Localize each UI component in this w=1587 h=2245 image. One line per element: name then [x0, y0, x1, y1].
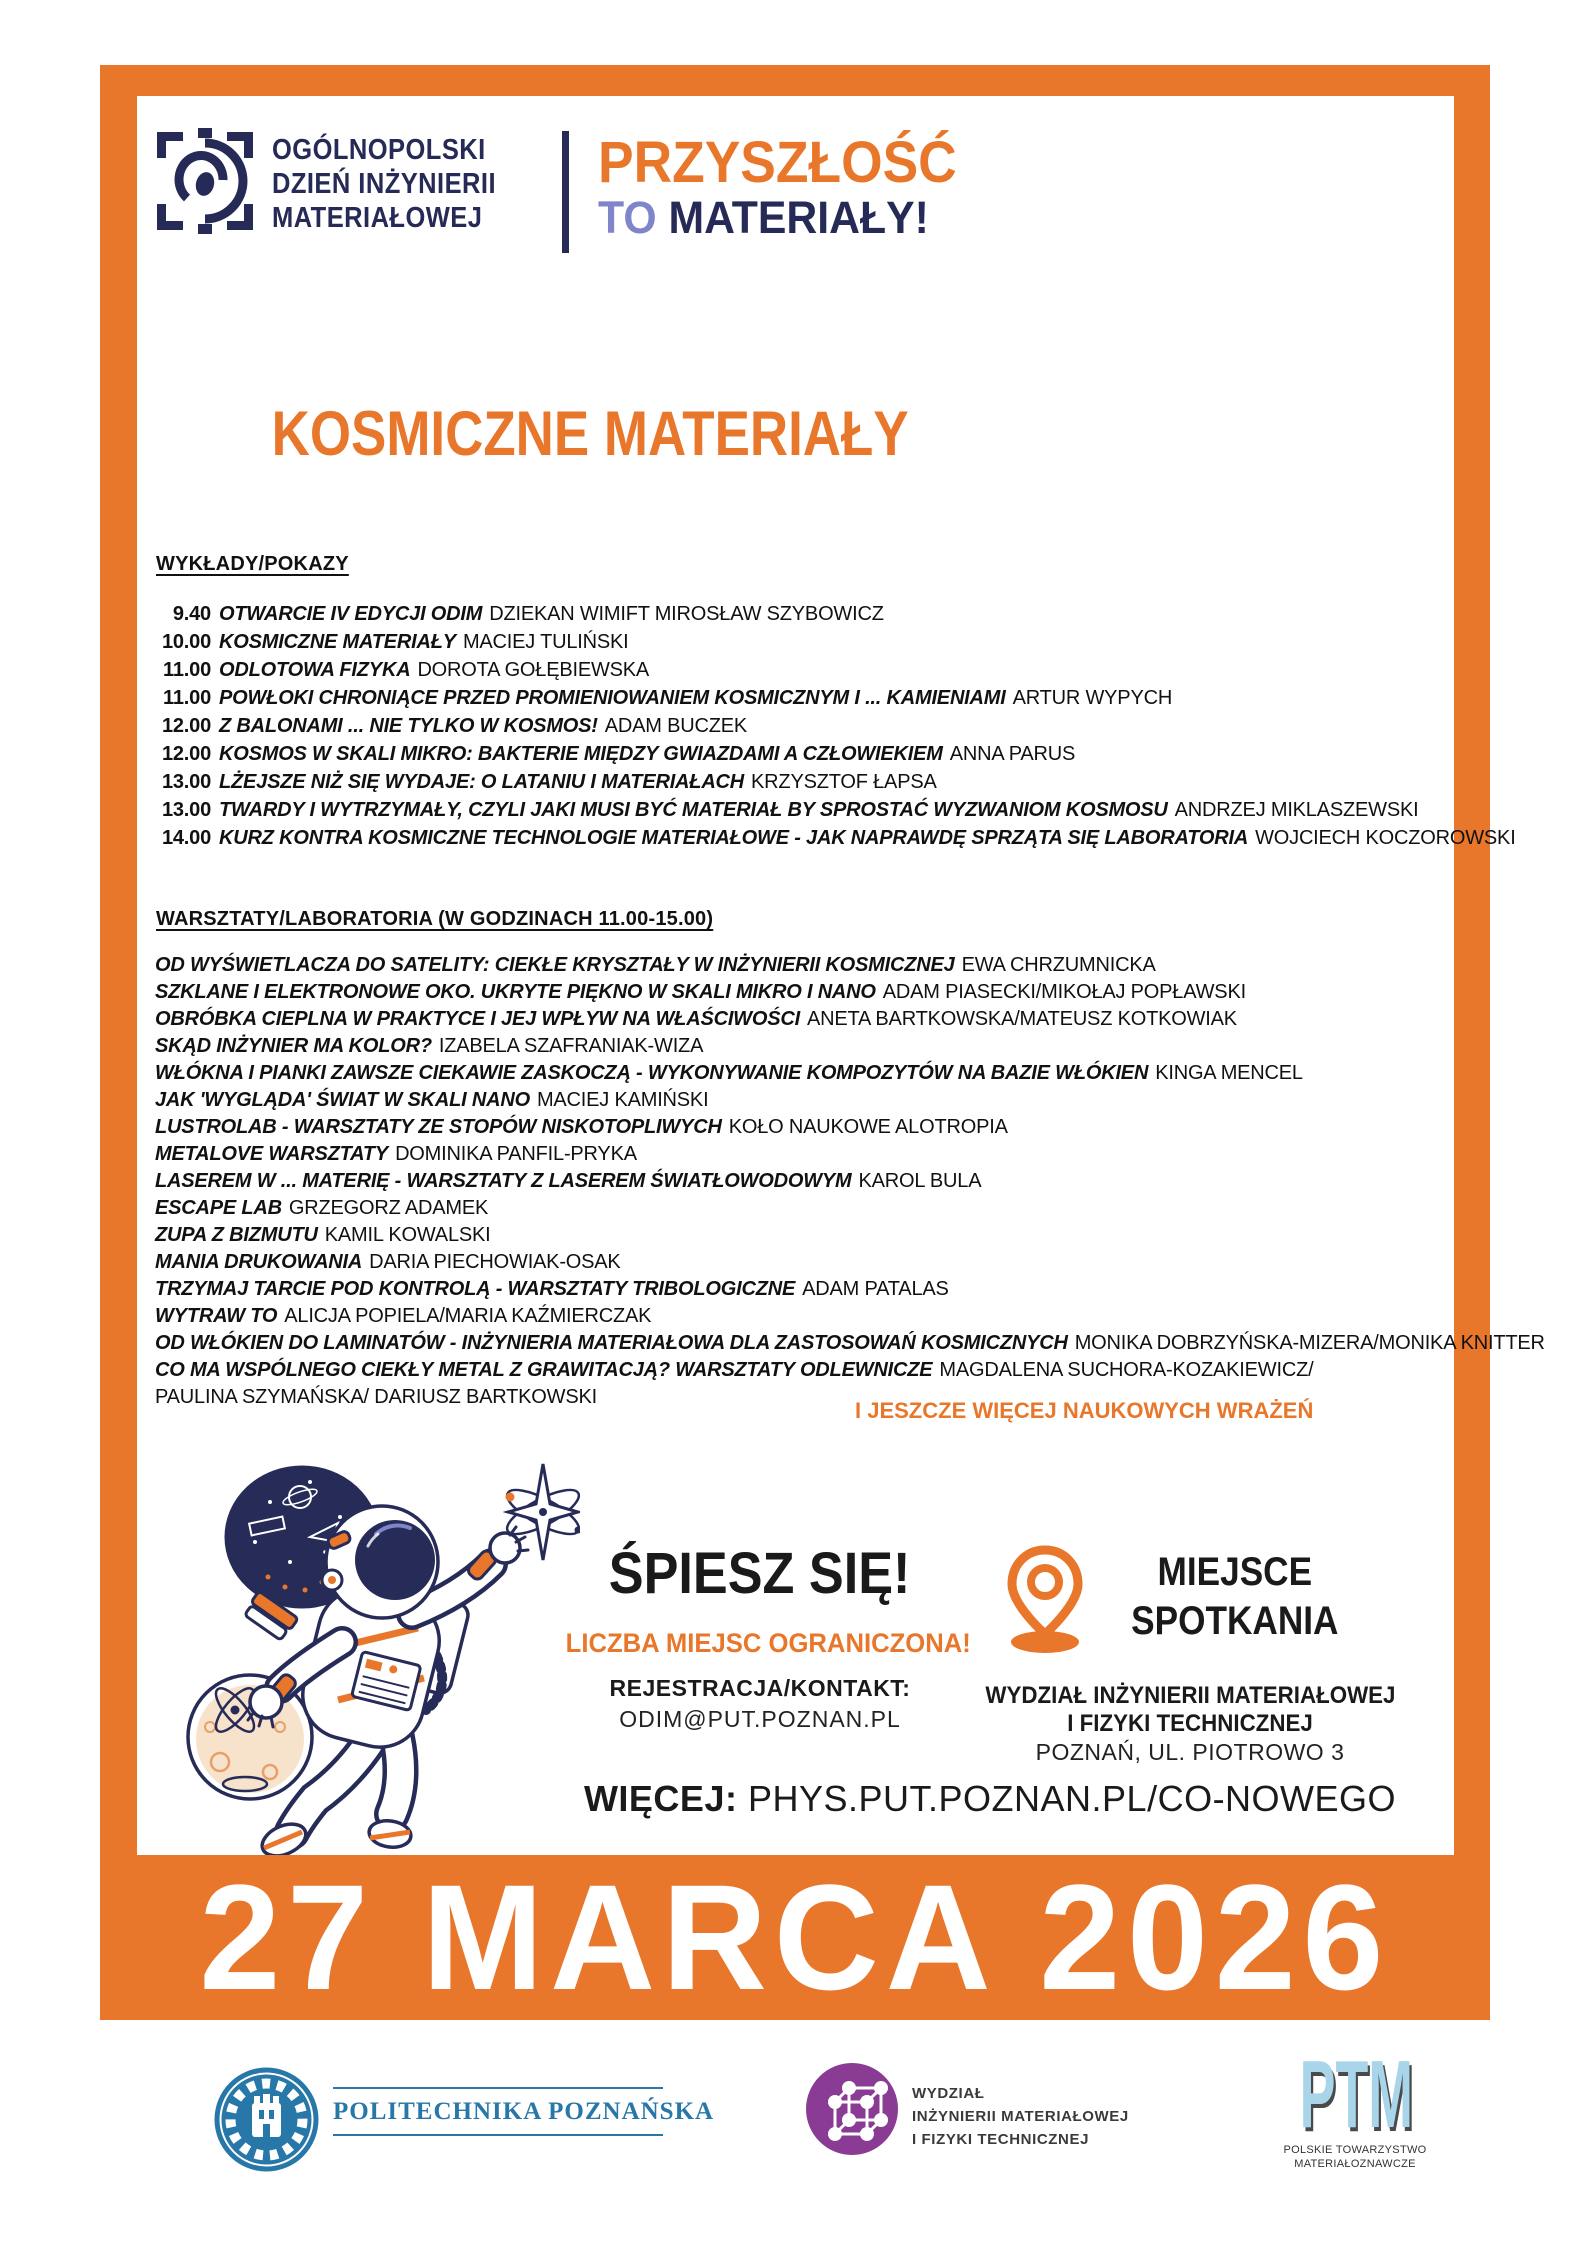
event-title: WYTRAW TO	[155, 1305, 278, 1327]
event-title: WŁÓKNA I PIANKI ZAWSZE CIEKAWIE ZASKOCZĄ - WYKONYWANIE KOMPOZYTÓW NA BAZIE WŁÓKIEN	[155, 1062, 1149, 1084]
time-label: 12.00	[161, 743, 211, 765]
event-speakers: MACIEJ KAMIŃSKI	[536, 1089, 709, 1111]
event-speakers: ADAM PIASECKI/MIKOŁAJ POPŁAWSKI	[882, 981, 1246, 1003]
time-label: 11.00	[163, 659, 211, 681]
event-speakers: KRZYSZTOF ŁAPSA	[751, 771, 937, 793]
time-label: 9.40	[172, 603, 211, 625]
event-speakers: DZIEKAN WIMIFT MIROSŁAW SZYBOWICZ	[489, 603, 884, 625]
event-title: TRZYMAJ TARCIE POD KONTROLĄ - WARSZTATY TRIBOLOGICZNE	[155, 1278, 796, 1300]
event-speakers: MONIKA DOBRZYŃSKA-MIZERA/MONIKA KNITTER	[1074, 1332, 1545, 1354]
time-label: 10.00	[161, 631, 211, 653]
time-label: 14.00	[161, 827, 211, 849]
event-speakers: GRZEGORZ ADAMEK	[288, 1197, 489, 1219]
workshop-row	[155, 952, 1465, 979]
venue-name-line1: WYDZIAŁ INŻYNIERII MATERIAŁOWEJ	[985, 1682, 1396, 1709]
event-title: SZKLANE I ELEKTRONOWE OKO. UKRYTE PIĘKNO W SKALI MIKRO I NANO	[155, 981, 876, 1003]
workshop-row	[155, 1249, 1465, 1276]
faculty-name	[912, 2082, 1129, 2151]
faculty-name-line3: I FIZYKI TECHNICZNEJ	[912, 2131, 1090, 2148]
visor	[355, 1520, 435, 1600]
workshop-row	[155, 1033, 1465, 1060]
event-speakers: ADAM PATALAS	[802, 1278, 949, 1300]
time-label: 12.00	[161, 715, 211, 737]
workshop-row	[155, 1330, 1545, 1357]
lecture-row	[155, 628, 1455, 656]
event-speakers: PAULINA SZYMAŃSKA/ DARIUSZ BARTKOWSKI	[155, 1386, 597, 1408]
event-speakers: KINGA MENCEL	[1155, 1062, 1303, 1084]
event-title: TWARDY I WYTRZYMAŁY, CZYLI JAKI MUSI BYĆ MATERIAŁ BY SPROSTAĆ WYZWANIOM KOSMOSU	[219, 799, 1168, 821]
hurry-headline: ŚPIESZ SIĘ!	[609, 1541, 911, 1606]
event-speakers: ALICJA POPIELA/MARIA KAŹMIERCZAK	[284, 1305, 652, 1327]
lecture-row	[155, 712, 1455, 740]
venue-details	[970, 1682, 1410, 1766]
workshop-row	[155, 979, 1465, 1006]
event-title: METALOVE WARSZTATY	[155, 1143, 389, 1165]
time-label: 13.00	[161, 771, 211, 793]
date-banner	[100, 1855, 1490, 2020]
lecture-row	[155, 740, 1455, 768]
lecture-row	[155, 824, 1516, 852]
event-speakers: KAMIL KOWALSKI	[324, 1224, 491, 1246]
registration-label: REJESTRACJA/KONTAKT:	[609, 1675, 911, 1701]
event-speakers: EWA CHRZUMNICKA	[961, 954, 1156, 976]
lecture-row	[155, 684, 1455, 712]
event-name	[272, 133, 527, 235]
faculty-name-line1: WYDZIAŁ	[912, 2085, 985, 2102]
event-title: LŻEJSZE NIŻ SIĘ WYDAJE: O LATANIU I MATERIAŁACH	[219, 771, 745, 793]
event-title: ODLOTOWA FIZYKA	[219, 659, 411, 681]
workshops-list	[155, 952, 1545, 1411]
ptm-full-name: POLSKIE TOWARZYSTWO MATERIAŁOZNAWCZE	[1283, 2144, 1427, 2170]
event-title: OBRÓBKA CIEPLNA W PRAKTYCE I JEJ WPŁYW NA WŁAŚCIWOŚCI	[155, 1008, 800, 1030]
put-crest-icon	[213, 2066, 320, 2173]
date-banner-text: 27 MARCA 2026	[199, 1853, 1391, 2021]
event-speakers: DOMINIKA PANFIL-PRYKA	[395, 1143, 637, 1165]
event-speakers: KAROL BULA	[858, 1170, 982, 1192]
put-name: POLITECHNIKA POZNAŃSKA	[333, 2087, 663, 2136]
event-speakers: ANETA BARTKOWSKA/MATEUSZ KOTKOWIAK	[806, 1008, 1237, 1030]
event-title: OTWARCIE IV EDYCJI ODIM	[219, 603, 483, 625]
more-info-line	[430, 1778, 1550, 1820]
event-speakers: ADAM BUCZEK	[604, 715, 748, 737]
event-speakers: WOJCIECH KOCZOROWSKI	[1255, 827, 1516, 849]
event-title: LASEREM W ... MATERIĘ - WARSZTATY Z LASEREM ŚWIATŁOWODOWYM	[155, 1170, 852, 1192]
event-speakers: KOŁO NAUKOWE ALOTROPIA	[728, 1116, 1008, 1138]
event-title: KURZ KONTRA KOSMICZNE TECHNOLOGIE MATERIAŁOWE - JAK NAPRAWDĘ SPRZĄTA SIĘ LABORATORIA	[219, 827, 1249, 849]
workshop-row	[155, 1087, 1465, 1114]
slogan-line1: PRZYSZŁOŚĆ	[598, 130, 957, 195]
ptm-logo	[1255, 2041, 1455, 2171]
workshop-row	[155, 1141, 1465, 1168]
lecture-row	[155, 600, 1455, 628]
lecture-row	[155, 656, 1455, 684]
lectures-list	[155, 600, 1516, 852]
workshop-row	[155, 1303, 1465, 1330]
event-title: ESCAPE LAB	[155, 1197, 282, 1219]
event-speakers: ANNA PARUS	[949, 743, 1076, 765]
workshop-row	[155, 1114, 1465, 1141]
workshop-row	[155, 1195, 1465, 1222]
faculty-name-line2: INŻYNIERII MATERIAŁOWEJ	[912, 2108, 1129, 2125]
event-title: OD WŁÓKIEN DO LAMINATÓW - INŻYNIERIA MATERIAŁOWA DLA ZASTOSOWAŃ KOSMICZNYCH	[155, 1332, 1068, 1354]
workshop-row	[155, 1357, 1465, 1384]
frame-left	[100, 65, 137, 2020]
glove-right	[490, 1533, 520, 1563]
venue-heading: MIEJSCE SPOTKANIA	[1131, 1550, 1339, 1643]
more-info-url: PHYS.PUT.POZNAN.PL/CO-NOWEGO	[747, 1778, 1397, 1819]
lectures-heading: WYKŁADY/POKAZY	[156, 553, 349, 575]
frame-top	[100, 65, 1490, 96]
workshop-row	[155, 1060, 1465, 1087]
event-title: ZUPA Z BIZMUTU	[155, 1224, 318, 1246]
event-name-line1: OGÓLNOPOLSKI	[272, 134, 486, 166]
ptm-abbr: PTM	[1299, 2041, 1414, 2148]
limited-seats-note: LICZBA MIEJSC OGRANICZONA!	[565, 1628, 971, 1658]
lecture-row	[155, 768, 1455, 796]
time-label: 11.00	[163, 687, 211, 709]
event-name-line2: DZIEŃ INŻYNIERII	[272, 168, 496, 200]
location-pin-icon	[1001, 1542, 1089, 1654]
odim-logo-icon	[155, 128, 255, 234]
slogan-to: TO	[598, 192, 657, 243]
event-title: CO MA WSPÓLNEGO CIEKŁY METAL Z GRAWITACJĄ? WARSZTATY ODLEWNICZE	[155, 1359, 933, 1381]
event-speakers: IZABELA SZAFRANIAK-WIZA	[438, 1035, 704, 1057]
lecture-row	[155, 796, 1455, 824]
event-title: Z BALONAMI ... NIE TYLKO W KOSMOS!	[219, 715, 598, 737]
event-title: JAK 'WYGLĄDA' ŚWIAT W SKALI NANO	[155, 1089, 530, 1111]
event-title: KOSMICZNE MATERIAŁY	[219, 631, 456, 653]
time-label: 13.00	[161, 799, 211, 821]
workshops-heading: WARSZTATY/LABORATORIA (W GODZINACH 11.00-15.00)	[156, 908, 714, 930]
event-title: POWŁOKI CHRONIĄCE PRZED PROMIENIOWANIEM KOSMICZNYM I ... KAMIENIAMI	[219, 687, 1006, 709]
event-speakers: MAGDALENA SUCHORA-KOZAKIEWICZ/	[939, 1359, 1314, 1381]
event-speakers: ARTUR WYPYCH	[1012, 687, 1173, 709]
event-title: MANIA DRUKOWANIA	[155, 1251, 363, 1273]
header-divider	[562, 131, 569, 253]
more-info-label: WIĘCEJ:	[583, 1778, 738, 1819]
event-speakers: DOROTA GOŁĘBIEWSKA	[417, 659, 650, 681]
registration-email: ODIM@PUT.POZNAN.PL	[619, 1706, 901, 1732]
workshop-row	[155, 1168, 1465, 1195]
event-title: SKĄD INŻYNIER MA KOLOR?	[155, 1035, 432, 1057]
slogan-materialy: MATERIAŁY!	[668, 192, 929, 243]
workshop-row	[155, 1006, 1465, 1033]
event-title: KOSMOS W SKALI MIKRO: BAKTERIE MIĘDZY GWIAZDAMI A CZŁOWIEKIEM	[219, 743, 943, 765]
slogan	[598, 130, 998, 243]
workshop-row	[155, 1222, 1465, 1249]
event-name-line3: MATERIAŁOWEJ	[272, 202, 483, 234]
even-more-note: I JESZCZE WIĘCEJ NAUKOWYCH WRAŻEŃ	[855, 1398, 1314, 1423]
event-speakers: ANDRZEJ MIKLASZEWSKI	[1174, 799, 1419, 821]
workshop-row	[155, 1276, 1465, 1303]
event-title: OD WYŚWIETLACZA DO SATELITY: CIEKŁE KRYSZTAŁY W INŻYNIERII KOSMICZNEJ	[155, 954, 955, 976]
page-title: KOSMICZNE MATERIAŁY	[271, 399, 909, 469]
faculty-icon	[805, 2062, 899, 2156]
event-speakers: DARIA PIECHOWIAK-OSAK	[369, 1251, 621, 1273]
event-title: LUSTROLAB - WARSZTATY ZE STOPÓW NISKOTOPLIWYCH	[155, 1116, 722, 1138]
venue-name-line2: I FIZYKI TECHNICZNEJ	[1067, 1710, 1313, 1737]
venue-address: POZNAŃ, UL. PIOTROWO 3	[1035, 1739, 1345, 1765]
event-speakers: MACIEJ TULIŃSKI	[462, 631, 629, 653]
